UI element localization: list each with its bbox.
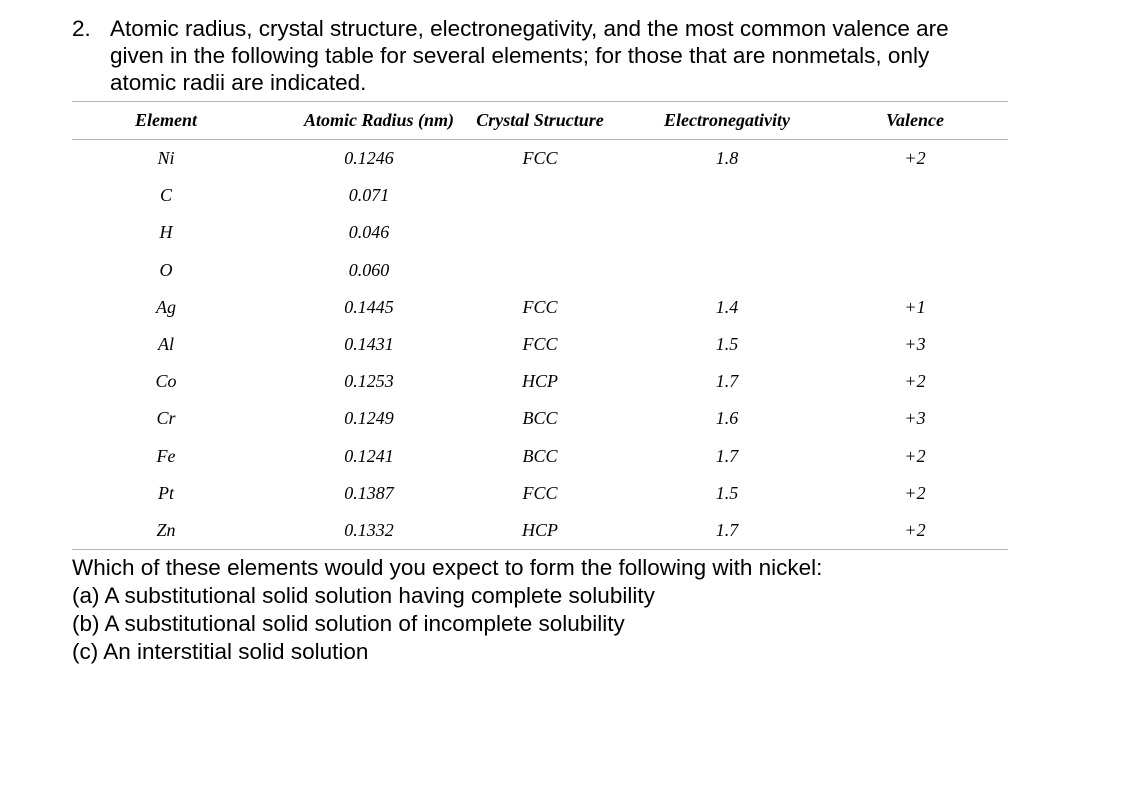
cell-valence: +2 — [904, 371, 926, 392]
cell-valence: +2 — [904, 519, 926, 540]
cell-atomic-radius: 0.1431 — [344, 333, 394, 354]
cell-atomic-radius: 0.1253 — [344, 371, 394, 392]
question-text — [72, 15, 1022, 96]
cell-crystal-structure: FCC — [522, 296, 558, 317]
header-element: Element — [135, 110, 197, 130]
prompt-line: Which of these elements would you expect to form the following with nickel: — [72, 555, 823, 580]
cell-electronegativity: 1.7 — [715, 519, 739, 540]
question-body — [110, 15, 1022, 96]
table-row — [72, 400, 1008, 437]
cell-element: Ni — [157, 148, 175, 168]
element-table — [72, 102, 1008, 540]
cell-valence: +2 — [904, 148, 926, 168]
table-row — [72, 252, 1008, 289]
question-line: atomic radii are indicated. — [110, 70, 367, 95]
header-electronegativity: Electronegativity — [664, 110, 790, 130]
cell-electronegativity: 1.4 — [715, 296, 739, 317]
cell-crystal-structure: HCP — [522, 371, 558, 392]
cell-electronegativity: 1.8 — [715, 148, 739, 168]
table-row — [72, 289, 1008, 326]
table-row — [72, 214, 1008, 251]
table-row — [72, 140, 1008, 177]
question-number: 2. — [72, 16, 91, 41]
table-row — [72, 177, 1008, 214]
cell-element: Cr — [156, 408, 176, 429]
cell-atomic-radius: 0.060 — [348, 259, 390, 280]
cell-electronegativity: 1.7 — [715, 445, 739, 466]
cell-element: Zn — [156, 519, 176, 540]
table-row — [72, 475, 1008, 512]
cell-crystal-structure: FCC — [522, 482, 558, 503]
table-row — [72, 512, 1008, 549]
cell-electronegativity: 1.5 — [715, 482, 739, 503]
cell-atomic-radius: 0.046 — [348, 222, 390, 243]
table-row — [72, 363, 1008, 400]
sub-question-a: (a) A substitutional solid solution having complete solubility — [72, 583, 655, 608]
table-bottom-rule — [72, 549, 1008, 550]
cell-atomic-radius: 0.1387 — [344, 482, 394, 503]
cell-element: O — [159, 259, 173, 280]
table-row — [72, 326, 1008, 363]
cell-element: Pt — [158, 482, 174, 503]
cell-element: Co — [155, 371, 177, 392]
cell-valence: +3 — [904, 408, 926, 429]
cell-electronegativity: 1.7 — [715, 371, 739, 392]
cell-atomic-radius: 0.1445 — [344, 296, 394, 317]
cell-crystal-structure: HCP — [522, 519, 558, 540]
cell-electronegativity: 1.5 — [715, 333, 739, 354]
cell-crystal-structure: FCC — [522, 333, 558, 354]
cell-atomic-radius: 0.1249 — [344, 408, 394, 429]
cell-valence: +3 — [904, 333, 926, 354]
cell-valence: +2 — [904, 445, 926, 466]
cell-element: Fe — [156, 445, 176, 466]
cell-crystal-structure: BCC — [522, 445, 558, 466]
cell-atomic-radius: 0.1246 — [344, 148, 394, 168]
header-atomic-radius: Atomic Radius (nm) — [304, 110, 455, 130]
cell-crystal-structure: FCC — [522, 148, 558, 168]
question-line: Atomic radius, crystal structure, electronegativity, and the most common valence are — [110, 16, 949, 41]
cell-element: Al — [158, 333, 174, 354]
question-line: given in the following table for several elements; for those that are nonmetals, only — [110, 43, 930, 68]
table-header-row — [72, 102, 1008, 139]
cell-crystal-structure: BCC — [522, 408, 558, 429]
sub-question-c: (c) An interstitial solid solution — [72, 639, 369, 664]
cell-element: C — [159, 185, 172, 206]
sub-question-b: (b) A substitutional solid solution of incomplete solubility — [72, 611, 625, 636]
cell-atomic-radius: 0.1241 — [344, 445, 394, 466]
table-body — [72, 140, 1008, 549]
cell-valence: +2 — [904, 482, 926, 503]
cell-element: H — [159, 222, 173, 243]
sub-questions — [72, 554, 972, 666]
cell-electronegativity: 1.6 — [715, 408, 739, 429]
table-row — [72, 438, 1008, 475]
cell-atomic-radius: 0.071 — [348, 185, 390, 206]
cell-valence: +1 — [904, 296, 926, 317]
cell-atomic-radius: 0.1332 — [344, 519, 394, 540]
header-crystal-structure: Crystal Structure — [476, 110, 604, 130]
cell-element: Ag — [156, 296, 176, 317]
header-valence: Valence — [886, 110, 944, 130]
